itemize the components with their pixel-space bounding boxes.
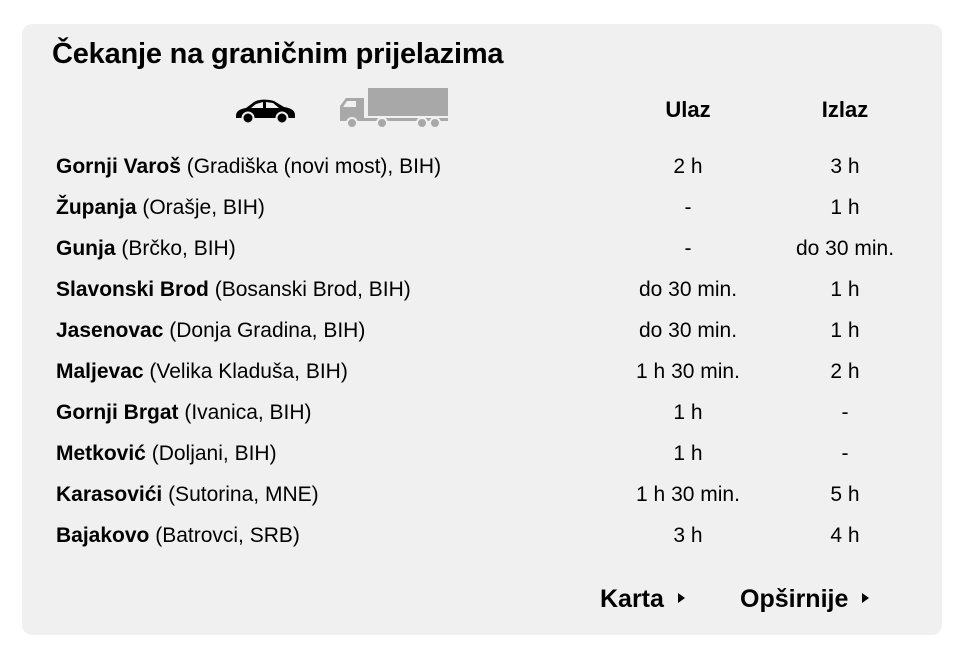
crossing-title: Jasenovac [56, 319, 164, 342]
widget-title: Čekanje na graničnim prijelazima [52, 38, 504, 70]
crossing-title: Slavonski Brod [56, 278, 209, 301]
crossing-row [56, 146, 936, 187]
crossing-title: Karasovići [56, 483, 163, 506]
crossing-name [56, 515, 300, 556]
crossing-row [56, 310, 936, 351]
wait-ulaz: 1 h 30 min. [636, 360, 740, 383]
border-wait-widget [22, 24, 942, 635]
wait-ulaz: - [684, 237, 692, 260]
crossing-title: Bajakovo [56, 524, 150, 547]
wait-ulaz: do 30 min. [638, 319, 738, 342]
karta-link[interactable] [600, 582, 685, 616]
wait-izlaz: 2 h [830, 360, 860, 383]
wait-izlaz: 1 h [830, 278, 860, 301]
car-icon [232, 94, 298, 126]
column-header-izlaz: Izlaz [821, 97, 869, 122]
crossings-list [56, 146, 936, 556]
crossing-title: Županja [56, 196, 137, 219]
crossing-location: (Doljani, BIH) [145, 442, 277, 465]
crossing-row [56, 228, 936, 269]
crossing-location: (Donja Gradina, BIH) [163, 319, 366, 342]
crossing-row [56, 269, 936, 310]
crossing-title: Maljevac [56, 360, 144, 383]
crossing-name [56, 269, 411, 310]
crossing-row [56, 515, 936, 556]
crossing-location: (Ivanica, BIH) [178, 401, 312, 424]
crossing-title: Gunja [56, 237, 116, 260]
crossing-location: (Brčko, BIH) [115, 237, 236, 260]
wait-izlaz: - [841, 401, 849, 424]
crossing-name [56, 351, 348, 392]
crossing-location: (Gradiška (novi most), BIH) [180, 155, 442, 178]
wait-izlaz: do 30 min. [795, 237, 895, 260]
crossing-title: Gornji Varoš [56, 155, 181, 178]
opsirnije-link-label: Opširnije [740, 585, 849, 613]
wait-izlaz: 1 h [830, 319, 860, 342]
crossing-name [56, 433, 277, 474]
crossing-row [56, 351, 936, 392]
wait-ulaz: 1 h [673, 401, 703, 424]
wait-ulaz: 2 h [673, 155, 703, 178]
opsirnije-link[interactable] [740, 582, 869, 616]
karta-link-label: Karta [600, 585, 664, 613]
crossing-row [56, 392, 936, 433]
wait-ulaz: 1 h [673, 442, 703, 465]
wait-izlaz: 1 h [830, 196, 860, 219]
crossing-name [56, 310, 365, 351]
crossing-title: Metković [56, 442, 146, 465]
crossing-name [56, 187, 265, 228]
crossing-location: (Orašje, BIH) [136, 196, 265, 219]
crossing-row [56, 187, 936, 228]
wait-izlaz: - [841, 442, 849, 465]
crossing-row [56, 474, 936, 515]
wait-izlaz: 5 h [830, 483, 860, 506]
wait-izlaz: 3 h [830, 155, 860, 178]
triangle-right-icon [862, 593, 869, 603]
crossing-name [56, 474, 319, 515]
crossing-row [56, 433, 936, 474]
wait-ulaz: do 30 min. [638, 278, 738, 301]
crossing-name [56, 392, 312, 433]
crossing-location: (Bosanski Brod, BIH) [208, 278, 411, 301]
wait-ulaz: - [684, 196, 692, 219]
crossing-title: Gornji Brgat [56, 401, 179, 424]
crossing-location: (Batrovci, SRB) [149, 524, 300, 547]
crossing-name [56, 228, 236, 269]
wait-ulaz: 3 h [673, 524, 703, 547]
wait-ulaz: 1 h 30 min. [636, 483, 740, 506]
wait-izlaz: 4 h [830, 524, 860, 547]
crossing-location: (Velika Kladuša, BIH) [143, 360, 348, 383]
crossing-name [56, 146, 441, 187]
triangle-right-icon [678, 593, 685, 603]
crossing-location: (Sutorina, MNE) [162, 483, 319, 506]
column-header-ulaz: Ulaz [665, 97, 711, 122]
truck-icon [338, 86, 450, 130]
